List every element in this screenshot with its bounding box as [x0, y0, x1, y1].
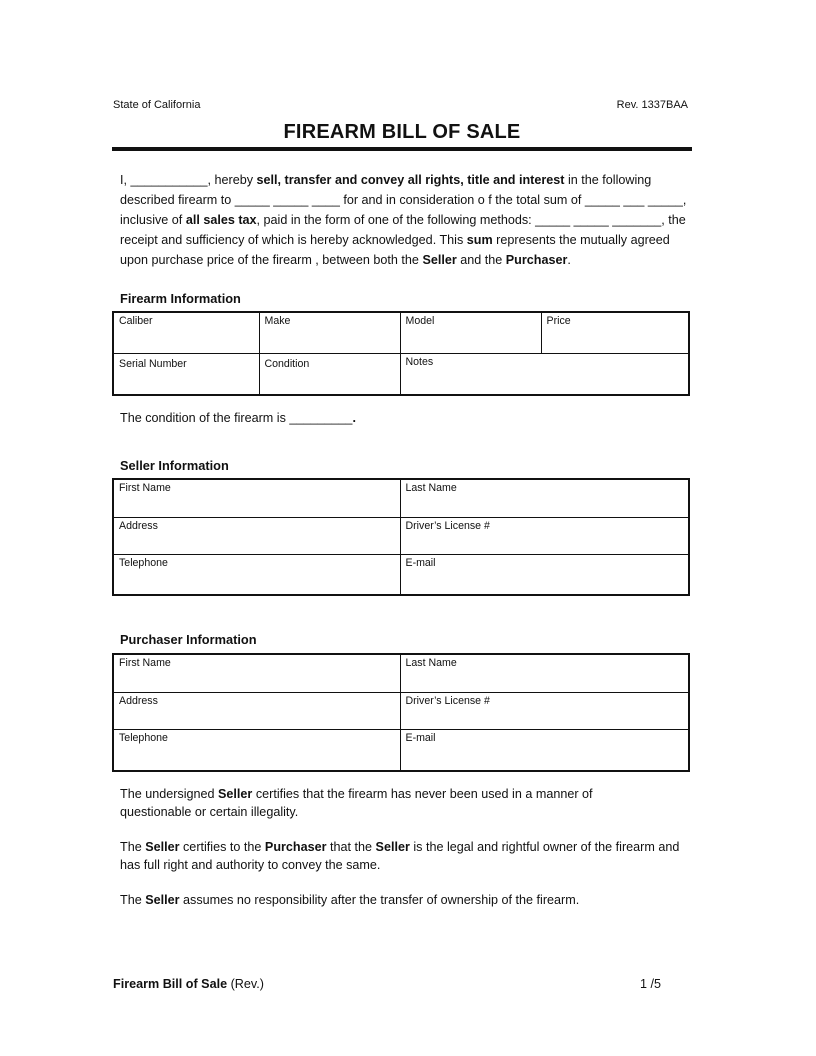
purchaser-info-table — [112, 653, 690, 772]
intro-bold-3: sum — [466, 233, 493, 247]
seller-email-label: E-mail — [405, 556, 436, 569]
state-label: State of California — [113, 99, 201, 111]
purchaser-first-name-label: First Name — [119, 657, 171, 669]
intro-bold-4: Seller — [422, 253, 457, 267]
make-field[interactable] — [259, 312, 400, 353]
intro-bold-2: all sales tax — [185, 213, 257, 227]
document-title: FIREARM BILL OF SALE — [112, 121, 692, 151]
intro-text-2: in the following described firearm to _____ _____ ____ for and in consideration o f the total sum of _____ ___ _____, inclusive of — [120, 173, 687, 227]
price-field[interactable] — [541, 312, 689, 353]
intro-text-3: , paid in the form of one of the following methods: _____ _____ _______, the receipt and sufficiency of which is hereby acknowledged. This — [120, 213, 686, 247]
seller-license-label: Driver’s License # — [405, 519, 490, 532]
intro-bold-1: sell, transfer and convey all rights, title and interest — [256, 173, 565, 187]
seller-last-name-field[interactable] — [400, 479, 689, 517]
seller-first-name-field[interactable] — [113, 479, 400, 517]
notes-label: Notes — [405, 355, 434, 368]
notes-field[interactable] — [400, 353, 689, 395]
certification-responsibility — [120, 891, 695, 909]
purchaser-last-name-label: Last Name — [405, 657, 457, 669]
purchaser-license-field[interactable] — [400, 692, 689, 729]
firearm-info-table — [112, 311, 690, 396]
cert2-text-a: The — [120, 840, 146, 854]
certification-illegality — [120, 785, 620, 821]
purchaser-first-name-field[interactable] — [113, 654, 400, 692]
seller-license-field[interactable] — [400, 517, 689, 554]
purchaser-telephone-label: Telephone — [119, 731, 168, 744]
cert2-text-g: is the legal and rightful owner of the firearm and has full right and authority to convey the same. — [120, 840, 680, 872]
seller-section-title: Seller Information — [120, 458, 229, 473]
condition-statement-text: The condition of the firearm is _________ — [120, 411, 353, 425]
purchaser-telephone-field[interactable] — [113, 729, 400, 771]
purchaser-address-label: Address — [119, 694, 158, 707]
cert1-text-a: The undersigned — [120, 787, 219, 801]
cert1-bold-seller: Seller — [218, 787, 253, 801]
cert3-text-c: assumes no responsibility after the transfer of ownership of the firearm. — [179, 893, 580, 907]
cert2-bold-purchaser: Purchaser — [264, 840, 327, 854]
cert3-text-a: The — [120, 893, 146, 907]
cert3-bold-seller: Seller — [145, 893, 180, 907]
certification-ownership — [120, 838, 690, 874]
footer-page-number: 1 /5 — [640, 977, 662, 991]
serial-number-label: Serial Number — [119, 357, 187, 370]
model-field[interactable] — [400, 312, 541, 353]
seller-last-name-label: Last Name — [405, 482, 457, 494]
seller-address-label: Address — [119, 519, 158, 532]
condition-label: Condition — [264, 357, 310, 370]
price-label: Price — [546, 315, 571, 327]
purchaser-email-label: E-mail — [405, 731, 436, 744]
intro-text-5: and the — [456, 253, 506, 267]
footer-document-name — [113, 977, 264, 991]
condition-field[interactable] — [259, 353, 400, 395]
cert2-text-e: that the — [326, 840, 376, 854]
footer-doc-name-bold: Firearm Bill of Sale — [113, 977, 228, 991]
model-label: Model — [405, 315, 435, 327]
cert1-text-c: certifies that the firearm has never been used in a manner of questionable or certain illegality. — [120, 787, 593, 819]
purchaser-license-label: Driver’s License # — [405, 694, 490, 707]
intro-paragraph — [120, 170, 695, 270]
seller-address-field[interactable] — [113, 517, 400, 554]
seller-telephone-field[interactable] — [113, 554, 400, 595]
make-label: Make — [264, 315, 291, 327]
purchaser-last-name-field[interactable] — [400, 654, 689, 692]
condition-statement — [120, 408, 695, 428]
seller-telephone-label: Telephone — [119, 556, 168, 569]
condition-statement-period: . — [352, 411, 356, 425]
purchaser-section-title: Purchaser Information — [120, 632, 257, 647]
intro-bold-5: Purchaser — [505, 253, 568, 267]
purchaser-address-field[interactable] — [113, 692, 400, 729]
seller-email-field[interactable] — [400, 554, 689, 595]
footer-rev: (Rev.) — [227, 977, 264, 991]
cert2-bold-seller-2: Seller — [375, 840, 410, 854]
seller-first-name-label: First Name — [119, 482, 171, 494]
caliber-label: Caliber — [119, 315, 153, 327]
intro-text-6: . — [567, 253, 571, 267]
firearm-section-title: Firearm Information — [120, 291, 241, 306]
cert2-text-c: certifies to the — [179, 840, 265, 854]
seller-info-table — [112, 478, 690, 596]
revision-label: Rev. 1337BAA — [616, 99, 688, 111]
cert2-bold-seller: Seller — [145, 840, 180, 854]
serial-number-field[interactable] — [113, 353, 259, 395]
purchaser-email-field[interactable] — [400, 729, 689, 771]
caliber-field[interactable] — [113, 312, 259, 353]
intro-text-4: represents the mutually agreed upon purchase price of the firearm , between both the — [120, 233, 670, 267]
intro-text-1: I, ___________, hereby — [120, 173, 257, 187]
